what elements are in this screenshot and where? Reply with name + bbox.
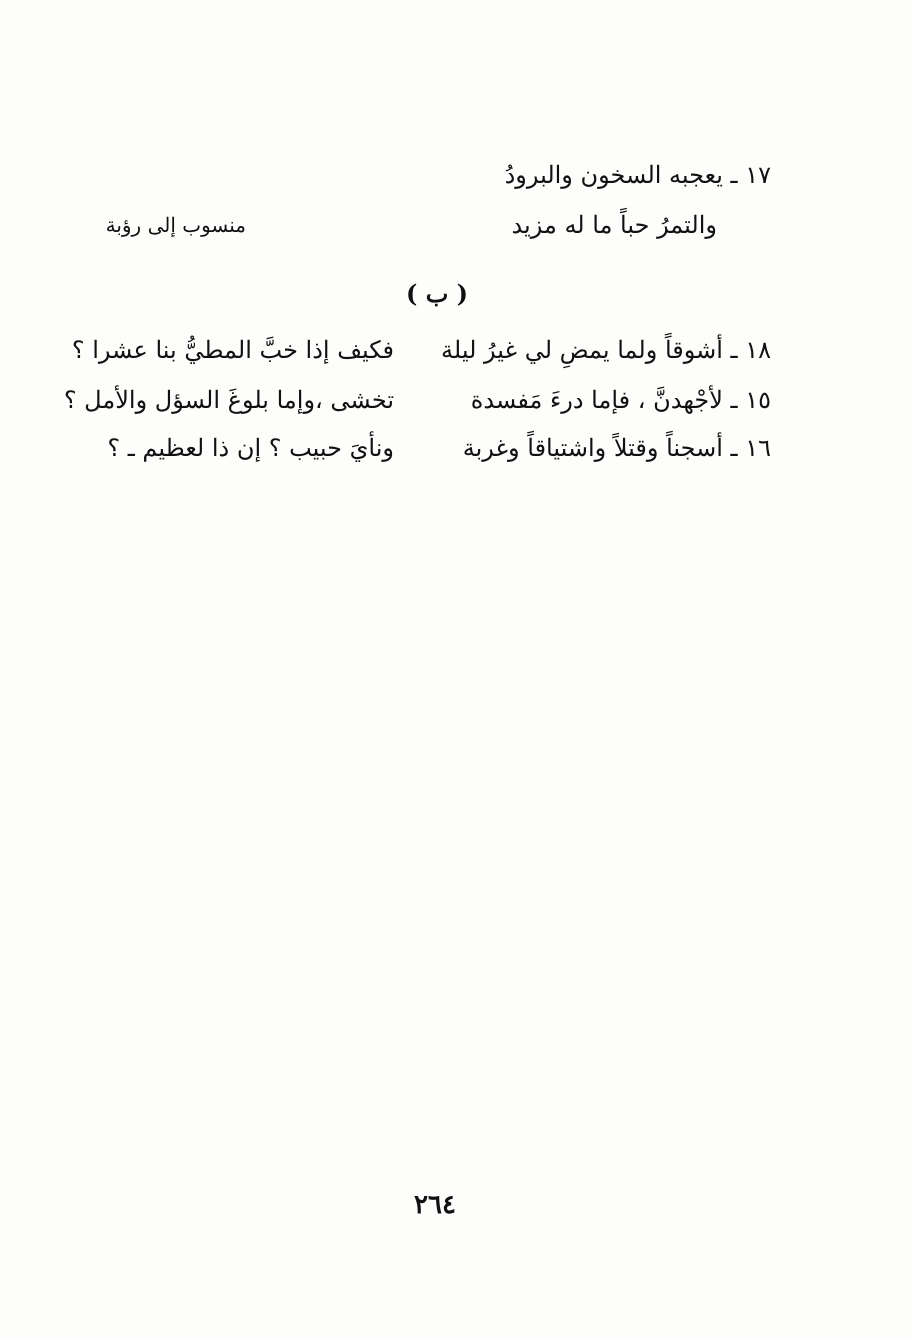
verse-15-first-hemistich: ١٥ ـ لأجْهدنَّ ، فإما درءَ مَفسدة bbox=[470, 386, 771, 414]
section-label-b: ( ب ) bbox=[405, 279, 468, 308]
verse-18-first-hemistich: ١٨ ـ أشوقاً ولما يمضِ لي غيرُ ليلة bbox=[441, 336, 771, 364]
verse-16-second-hemistich: ونأيَ حبيب ؟ إن ذا لعظيم ـ ؟ bbox=[107, 434, 394, 462]
verse-15-second-hemistich: تخشى ،وإما بلوغَ السؤل والأمل ؟ bbox=[63, 386, 394, 414]
verse-16-first-hemistich: ١٦ ـ أسجناً وقتلاً واشتياقاً وغربة bbox=[462, 434, 771, 462]
verse-17-line-2: والتمرُ حباً ما له مزيد bbox=[511, 211, 717, 239]
verse-17-line-1: ١٧ ـ يعجبه السخون والبرودُ bbox=[504, 161, 771, 189]
attribution: منسوب إلى رؤبة bbox=[105, 213, 246, 237]
page-number: ٢٦٤ bbox=[414, 1190, 456, 1220]
verse-18-second-hemistich: فكيف إذا خبَّ المطيُّ بنا عشرا ؟ bbox=[71, 336, 394, 364]
